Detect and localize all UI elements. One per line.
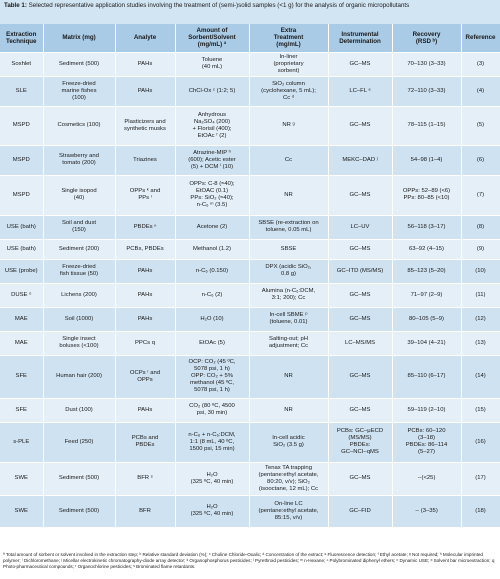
table-cell: Dust (100) [43, 398, 115, 422]
table-cell: 71–97 (2–9) [392, 283, 461, 307]
table-cell: OCPs ʳ and OPPs [115, 355, 175, 398]
table-cell: PPCs q [115, 331, 175, 355]
table-cell: USE (bath) [0, 239, 43, 259]
table-cell: LC–UV [328, 215, 392, 239]
table-row [0, 462, 500, 495]
table-caption [0, 0, 500, 24]
table-cell: In-liner (proprietary sorbent) [249, 52, 328, 76]
table-cell: Sediment (200) [43, 239, 115, 259]
table-cell: NR ᵍ [249, 106, 328, 145]
table-cell: --(<25) [392, 462, 461, 495]
table-cell: PAHs [115, 52, 175, 76]
table-cell: (13) [461, 331, 500, 355]
table-cell: LC–MS/MS [328, 331, 392, 355]
table-cell: H₂O (325 ºC, 40 min) [175, 462, 249, 495]
table-cell: On-line LC (pentane:ethyl acetate, 85:15, v/v) [249, 495, 328, 527]
table-cell: (5) [461, 106, 500, 145]
table-row [0, 175, 500, 215]
table-cell: s-PLE [0, 422, 43, 462]
table-row [0, 239, 500, 259]
table-cell: PAHs [115, 259, 175, 283]
table-cell: GC–ITD (MS/MS) [328, 259, 392, 283]
table-cell: Sediment (500) [43, 52, 115, 76]
table-cell: Plasticizers and synthetic musks [115, 106, 175, 145]
table-cell: DUSE ᵒ [0, 283, 43, 307]
table-cell: (18) [461, 495, 500, 527]
table-cell: GC–MS [328, 462, 392, 495]
table-cell: SBSE [249, 239, 328, 259]
table-cell: PCBs: GC–μECD (MS/MS) PBDEs: GC–NCI–qMS [328, 422, 392, 462]
table-row [0, 145, 500, 175]
table-cell: Cosmetics (100) [43, 106, 115, 145]
table-cell: GC–FID [328, 495, 392, 527]
table-row [0, 259, 500, 283]
table-cell: OPPs: 52–89 (<6) PPs: 80–85 (<10) [392, 175, 461, 215]
table-cell: 78–115 (1–15) [392, 106, 461, 145]
table-cell: (9) [461, 239, 500, 259]
table-row [0, 398, 500, 422]
table-header-row [0, 24, 500, 52]
table-cell: PCBs and PBDEs [115, 422, 175, 462]
table-cell: Cc [249, 145, 328, 175]
table-cell: ChCl-Ox ᶜ (1:2; 5) [175, 76, 249, 106]
table-cell: Freeze-dried marine fishes (100) [43, 76, 115, 106]
table-cell: n-C₆ (2) [175, 283, 249, 307]
table-cell: Alumina (n-C₆:DCM, 3:1; 200); Cc [249, 283, 328, 307]
table-cell: n-C₆ + n-C₆:DCM, 1:1 (8 mL, 40 ºC, 1500 psi, 15 min) [175, 422, 249, 462]
table-cell: Single insect boluses (<100) [43, 331, 115, 355]
table-cell: Triazines [115, 145, 175, 175]
table-cell: GC–MS [328, 307, 392, 331]
table-cell: H₂O (325 ºC, 40 min) [175, 495, 249, 527]
table-cell: MAE [0, 331, 43, 355]
table-cell: Acetone (2) [175, 215, 249, 239]
table-cell: (12) [461, 307, 500, 331]
table-cell: 85–110 (6–17) [392, 355, 461, 398]
table-cell: Methanol (1.2) [175, 239, 249, 259]
table-cell: PAHs [115, 398, 175, 422]
table-footnotes: ª Total amount of sorbent or solvent involved in the extraction step; ᵇ Relative standard deviation (%); ᶜ Choline Chloride-Oxalic; ᵈ Concentration of the extract; ᵉ Fluorescence detection; ᶠ Ethyl acetate; ᵍ Not required; ʰ Molecular imprinted polymer; ⁱ Dichloromethane; ʲ Micellar electrokinetic chromatography-diode array detector; ᵏ Organophosphorus pesticides; ˡ Pyrethroid pesticides; ᵐ n-Hexane; ⁿ Polybrominated diphenyl ethers; ᵒ Dynamic USE; ᵖ Solvent bar microextraction; q Photo-pharmaceutical compounds; ʳ Organochlorine pesticides; ˢ Brominated flame retardants. [0, 551, 500, 579]
caption-label: Table 1: [4, 2, 27, 9]
table-cell: GC–MS [328, 355, 392, 398]
table-cell: CO₂ (80 ºC, 4500 psi, 30 min) [175, 398, 249, 422]
table-cell: PBDEs ⁿ [115, 215, 175, 239]
table-cell: SFE [0, 398, 43, 422]
table-cell: MEKC–DAD ʲ [328, 145, 392, 175]
table-cell: SWE [0, 462, 43, 495]
table-cell: Sediment (500) [43, 462, 115, 495]
table-cell: 54–98 (1–4) [392, 145, 461, 175]
table-cell: NR [249, 398, 328, 422]
table-cell: (10) [461, 259, 500, 283]
table-cell: Toluene (40 mL) [175, 52, 249, 76]
column-header: Matrix (mg) [43, 24, 115, 52]
table-cell: 59–119 (2–10) [392, 398, 461, 422]
studies-table [0, 24, 500, 528]
table-row [0, 106, 500, 145]
table-cell: PAHs [115, 76, 175, 106]
table-cell: GC–MS [328, 52, 392, 76]
table-row [0, 495, 500, 527]
table-cell: SiO₂ column (cyclohexane, 5 mL); Cc ᵈ [249, 76, 328, 106]
table-cell: Feed (250) [43, 422, 115, 462]
table-cell: (8) [461, 215, 500, 239]
table-cell: (15) [461, 398, 500, 422]
column-header: Analyte [115, 24, 175, 52]
table-cell: 85–123 (5–20) [392, 259, 461, 283]
table-cell: PCBs: 60–120 (3–18) PBDEs: 86–114 (5–27) [392, 422, 461, 462]
table-cell: MSPD [0, 175, 43, 215]
column-header: Extra Treatment (mg/mL) [249, 24, 328, 52]
table-cell: PAHs [115, 283, 175, 307]
table-cell: (7) [461, 175, 500, 215]
column-header: Instrumental Determination [328, 24, 392, 52]
table-cell: GC–MS [328, 283, 392, 307]
table-cell: -- (3–35) [392, 495, 461, 527]
table-cell: SWE [0, 495, 43, 527]
table-cell: Soil and dust (150) [43, 215, 115, 239]
table-cell: PAHs [115, 307, 175, 331]
table-cell: Anhydrous Na₂SO₄ (200) + Florisil (400); EtOAc ᶠ (2) [175, 106, 249, 145]
table-cell: (16) [461, 422, 500, 462]
table-cell: In-cell SBME ᵖ (toluene, 0.01) [249, 307, 328, 331]
table-cell: OCP: CO₂ (45 ºC, 5078 psi, 1 h) OPP: CO₂ + 5% methanol (45 ºC, 5078 psi, 1 h) [175, 355, 249, 398]
table-cell: SLE [0, 76, 43, 106]
table-cell: Atrazine-MIP ʰ (600); Acetic ester (5) + DCM ⁱ (10) [175, 145, 249, 175]
table-cell: (6) [461, 145, 500, 175]
table-cell: BFR ˢ [115, 462, 175, 495]
column-header: Extraction Technique [0, 24, 43, 52]
table-cell: SFE [0, 355, 43, 398]
table-cell: NR [249, 355, 328, 398]
table-row [0, 331, 500, 355]
table-row [0, 422, 500, 462]
table-cell: USE (bath) [0, 215, 43, 239]
caption-text: Selected representative application studies involving the treatment of (semi-)solid samples (<1 g) for the analysis of organic micropollutants [28, 2, 410, 9]
table-cell: MAE [0, 307, 43, 331]
table-cell: SBSE (re-extraction on toluene, 0.05 mL) [249, 215, 328, 239]
column-header: Amount of Sorbent/Solvent (mg/mL) ª [175, 24, 249, 52]
table-cell: MSPD [0, 145, 43, 175]
table-cell: BFR [115, 495, 175, 527]
table-row [0, 76, 500, 106]
table-cell: PCBs, PBDEs [115, 239, 175, 259]
table-cell: GC–MS [328, 239, 392, 259]
table-cell: Salting-out; pH adjustment; Cc [249, 331, 328, 355]
table-cell: NR [249, 175, 328, 215]
table-cell: (4) [461, 76, 500, 106]
table-cell: GC–MS [328, 175, 392, 215]
table-cell: OPPs ᵏ and PPs ˡ [115, 175, 175, 215]
table-cell: Human hair (200) [43, 355, 115, 398]
table-cell: n-C₆ (0.150) [175, 259, 249, 283]
table-row [0, 52, 500, 76]
table-row [0, 283, 500, 307]
table-cell: DPX (acidic SiO₂, 0.8 g) [249, 259, 328, 283]
table-row [0, 215, 500, 239]
table-cell: 63–92 (4–15) [392, 239, 461, 259]
table-body [0, 52, 500, 527]
table-cell: LC–FL ᵉ [328, 76, 392, 106]
table-cell: Soxhlet [0, 52, 43, 76]
table-cell: Strawberry and tomato (200) [43, 145, 115, 175]
table-cell: OPPs: C-8 (≈40); EtOAC (0.1) PPs: SiO₂ (≈40); n-C₆ ᵐ (3.5) [175, 175, 249, 215]
table-cell: Freeze-dried fish tissue (50) [43, 259, 115, 283]
table-row [0, 307, 500, 331]
table-cell: 72–110 (3–33) [392, 76, 461, 106]
table-cell: USE (probe) [0, 259, 43, 283]
table-cell: 80–105 (5–9) [392, 307, 461, 331]
table-cell: (14) [461, 355, 500, 398]
table-cell: (17) [461, 462, 500, 495]
table-cell: MSPD [0, 106, 43, 145]
table-cell: Tenax TA trapping (pentane:ethyl acetate, 80:20, v/v); SiO₂ (isooctane, 12 mL); Cc [249, 462, 328, 495]
table-cell: EtOAc (5) [175, 331, 249, 355]
table-cell: 39–104 (4–21) [392, 331, 461, 355]
column-header: Reference [461, 24, 500, 52]
table-cell: H₂O (10) [175, 307, 249, 331]
table-cell: Lichens (200) [43, 283, 115, 307]
table-cell: 70–130 (3–33) [392, 52, 461, 76]
table-cell: Soil (1000) [43, 307, 115, 331]
table-cell: (11) [461, 283, 500, 307]
table-row [0, 355, 500, 398]
table-cell: In-cell acidic SiO₂ (3.5 g) [249, 422, 328, 462]
table-cell: GC–MS [328, 398, 392, 422]
table-cell: Sediment (500) [43, 495, 115, 527]
table-cell: Single isopod (40) [43, 175, 115, 215]
table-cell: (3) [461, 52, 500, 76]
table-cell: 56–118 (3–17) [392, 215, 461, 239]
column-header: Recovery (RSD ᵇ) [392, 24, 461, 52]
table-cell: GC–MS [328, 106, 392, 145]
